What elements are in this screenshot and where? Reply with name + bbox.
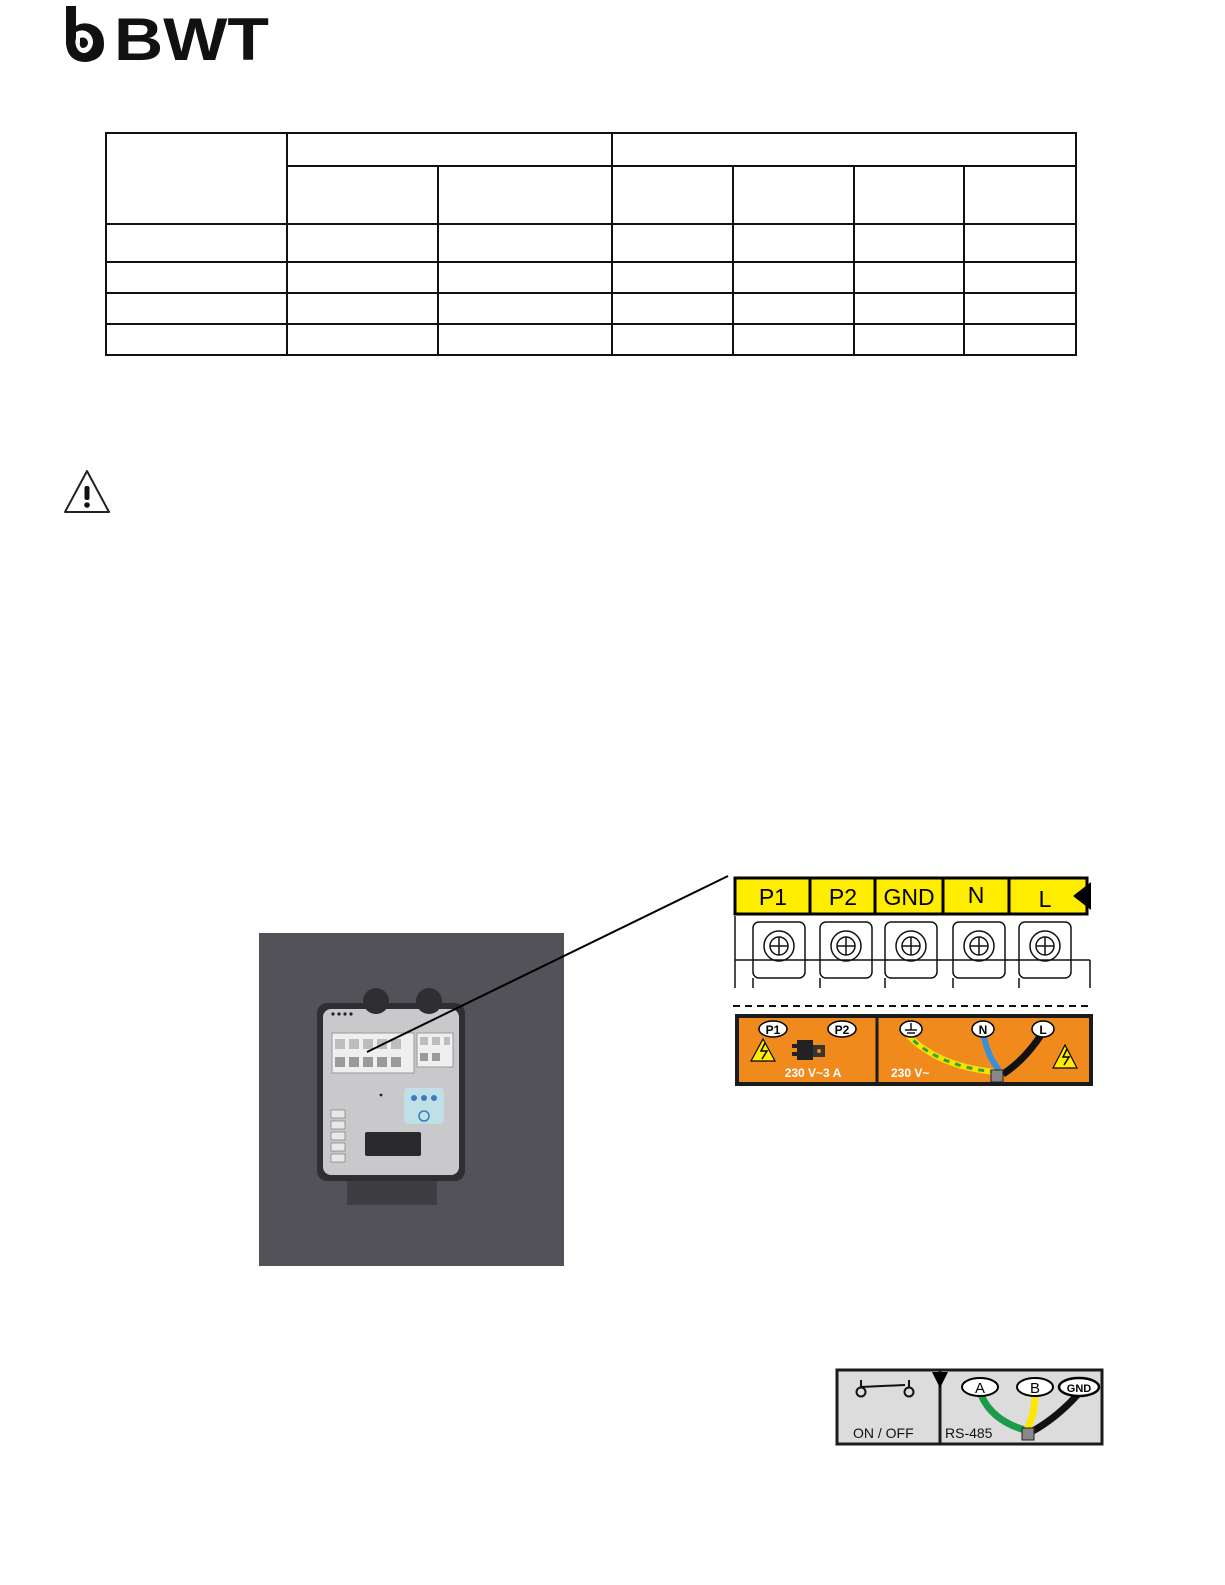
table-cell xyxy=(854,293,964,324)
table-cell xyxy=(964,293,1076,324)
on-off-label: ON / OFF xyxy=(853,1425,914,1441)
terminal-label-p1: P1 xyxy=(758,884,788,910)
table-cell xyxy=(854,324,964,355)
table-cell xyxy=(733,293,854,324)
panel-pin-n: N xyxy=(978,1023,988,1037)
table-header-cell xyxy=(287,166,438,224)
table-cell xyxy=(854,224,964,262)
table-cell xyxy=(733,224,854,262)
table-cell xyxy=(733,324,854,355)
terminal-label-p2: P2 xyxy=(828,884,858,910)
warning-triangle-icon xyxy=(62,468,112,515)
table-cell xyxy=(106,324,287,355)
table-header-cell xyxy=(106,133,287,224)
table-header-cell xyxy=(612,166,733,224)
bwt-logo xyxy=(62,4,272,64)
table-row xyxy=(106,224,1076,262)
table-cell xyxy=(438,262,612,293)
panel-pin-p2: P2 xyxy=(834,1023,850,1037)
terminal-diagram xyxy=(725,870,1100,1090)
specification-table xyxy=(105,132,1077,356)
table-cell xyxy=(438,224,612,262)
table-cell xyxy=(438,293,612,324)
table-cell xyxy=(612,324,733,355)
screw-icon xyxy=(1030,931,1060,961)
terminal-label-n: N xyxy=(967,882,985,908)
table-cell xyxy=(106,262,287,293)
pin-label-gnd: GND xyxy=(1066,1383,1092,1395)
table-cell xyxy=(612,293,733,324)
screw-icon xyxy=(964,931,994,961)
table-cell xyxy=(438,324,612,355)
mains-input-rating: 230 V~ xyxy=(891,1066,930,1080)
screw-icon xyxy=(831,931,861,961)
screw-icon xyxy=(764,931,794,961)
terminal-label-gnd: GND xyxy=(883,884,935,910)
table-cell xyxy=(964,324,1076,355)
panel-pin-l: L xyxy=(1039,1023,1047,1037)
table-cell xyxy=(106,293,287,324)
table-row xyxy=(106,324,1076,355)
table-cell xyxy=(964,262,1076,293)
table-header-cell xyxy=(733,166,854,224)
table-cell xyxy=(964,224,1076,262)
logo-wordmark: BWT xyxy=(114,6,269,64)
table-cell xyxy=(854,262,964,293)
table-row xyxy=(106,293,1076,324)
table-cell xyxy=(106,224,287,262)
table-header-cell xyxy=(438,166,612,224)
pin-label-a: A xyxy=(974,1380,986,1397)
pin-label-b: B xyxy=(1029,1380,1041,1397)
table-cell xyxy=(612,262,733,293)
table-cell xyxy=(287,224,438,262)
terminal-block-thumbnail xyxy=(332,1033,453,1073)
table-header-cell xyxy=(854,166,964,224)
rs485-text: RS-485 xyxy=(945,1425,993,1441)
table-cell xyxy=(612,224,733,262)
control-connector-label xyxy=(835,1368,1105,1448)
bwt-drop-icon xyxy=(66,6,104,62)
device-photo xyxy=(259,933,564,1266)
table-header-cell xyxy=(612,133,1076,166)
panel-pin-p1: P1 xyxy=(765,1023,781,1037)
table-header-cell xyxy=(287,133,612,166)
table-header-cell xyxy=(964,166,1076,224)
screw-terminals xyxy=(735,916,1090,988)
terminal-label-l: L xyxy=(1038,886,1052,912)
table-row xyxy=(106,262,1076,293)
table-cell xyxy=(733,262,854,293)
power-output-rating: 230 V~3 A xyxy=(784,1066,842,1080)
screw-icon xyxy=(896,931,926,961)
device-drawing xyxy=(259,933,564,1266)
table-cell xyxy=(287,324,438,355)
table-cell xyxy=(287,293,438,324)
table-cell xyxy=(287,262,438,293)
